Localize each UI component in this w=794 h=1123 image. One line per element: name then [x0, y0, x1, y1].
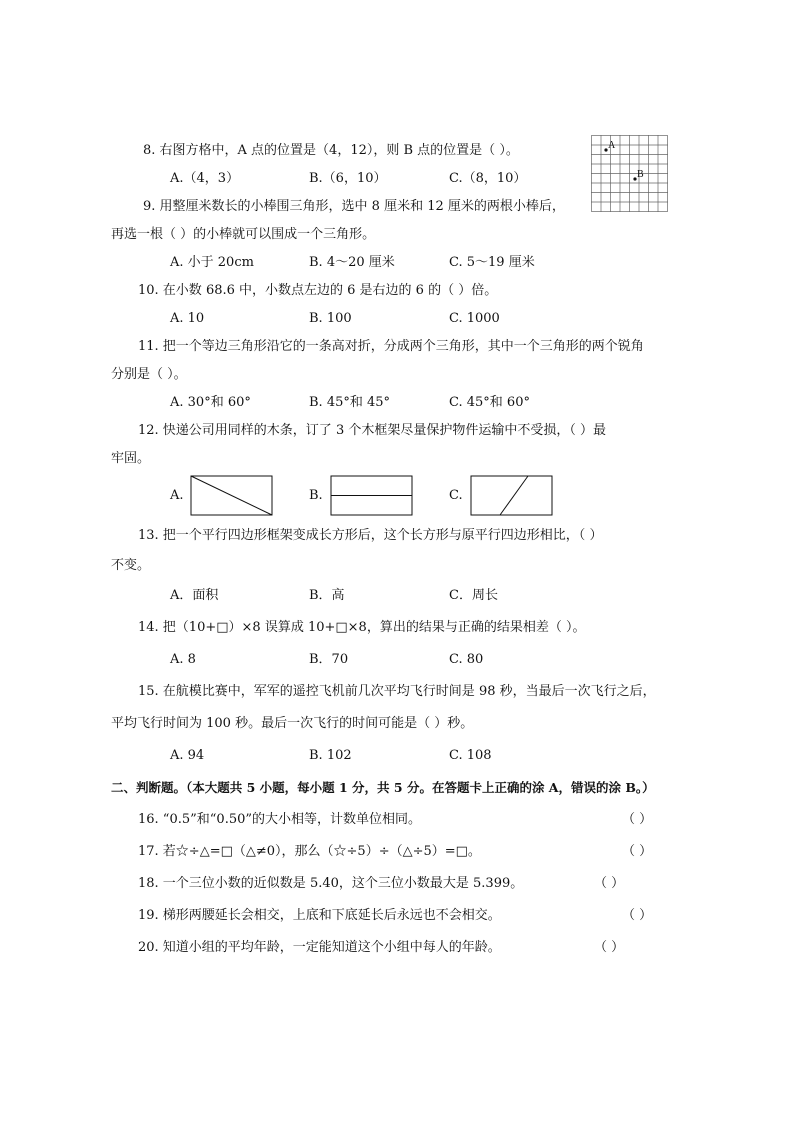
q8-option-c: C.（8，10） [449, 171, 527, 186]
q15-option-a: A. 94 [170, 748, 205, 763]
question-12-line2: 牢固。 [111, 451, 151, 466]
frame-diagonal-figure [190, 475, 274, 517]
question-14: 14. 把（10+□）×8 误算成 10+□×8，算出的结果与正确的结果相差（ ）。 [138, 620, 586, 635]
q15-option-b: B. 102 [309, 748, 352, 763]
judgment-17-answer-paren: （ ） [622, 844, 653, 859]
q10-option-a: A. 10 [170, 311, 205, 326]
question-13-line2: 不变。 [111, 558, 151, 573]
judgment-19: 19. 梯形两腰延长会相交，上底和下底延长后永远也不会相交。 [138, 908, 501, 923]
question-12-line1: 12. 快递公司用同样的木条，订了 3 个木框架尽量保护物件运输中不受损，（ ）最 [138, 423, 606, 438]
question-15-line1: 15. 在航模比赛中，军军的遥控飞机前几次平均飞行时间是 98 秒，当最后一次飞行之后， [138, 684, 656, 699]
section-2-title: 二、判断题。（本大题共 5 小题，每小题 1 分，共 5 分。在答题卡上正确的涂 A，错误的涂 B。） [111, 780, 655, 795]
q9-option-c: C. 5～19 厘米 [449, 255, 535, 270]
q8-option-a: A.（4，3） [170, 171, 240, 186]
q15-option-c: C. 108 [449, 748, 492, 763]
coordinate-grid [591, 135, 669, 217]
q9-option-b: B. 4～20 厘米 [309, 255, 395, 270]
question-13-line1: 13. 把一个平行四边形框架变成长方形后，这个长方形与原平行四边形相比，（ ） [138, 528, 603, 543]
question-9-line1: 9. 用整厘米数长的小棒围三角形，选中 8 厘米和 12 厘米的两根小棒后， [143, 199, 565, 214]
question-15-line2: 平均飞行时间为 100 秒。最后一次飞行的时间可能是（ ）秒。 [111, 716, 474, 731]
q11-option-b: B. 45°和 45° [309, 395, 391, 410]
q11-option-a: A. 30°和 60° [170, 395, 251, 410]
q13-option-c: C．周长 [449, 588, 498, 603]
question-11-line1: 11. 把一个等边三角形沿它的一条高对折，分成两个三角形，其中一个三角形的两个锐角 [138, 339, 644, 354]
judgment-19-answer-paren: （ ） [622, 908, 653, 923]
question-11-line2: 分别是（ ）。 [111, 367, 187, 382]
judgment-18: 18. 一个三位小数的近似数是 5.40，这个三位小数最大是 5.399。 [138, 876, 524, 891]
point-a-label: A [608, 140, 616, 151]
judgment-16-answer-paren: （ ） [622, 812, 653, 827]
frame-middle-bar-figure [330, 475, 414, 517]
judgment-20-answer-paren: （ ） [594, 940, 625, 955]
point-b-label: B [637, 169, 644, 180]
q11-option-c: C. 45°和 60° [449, 395, 530, 410]
judgment-18-answer-paren: （ ） [594, 876, 625, 891]
frame-slanted-bar-figure [470, 475, 554, 517]
q9-option-a: A. 小于 20cm [170, 255, 254, 270]
q10-option-b: B. 100 [309, 311, 352, 326]
q14-option-c: C. 80 [449, 652, 484, 667]
q14-option-a: A. 8 [170, 652, 196, 667]
q12-option-b: B. [309, 488, 323, 503]
question-8: 8. 右图方格中，A 点的位置是（4，12），则 B 点的位置是（ ）。 [143, 143, 519, 158]
q12-option-c: C. [449, 488, 463, 503]
q13-option-a: A．面积 [170, 588, 219, 603]
q14-option-b: B．70 [309, 652, 349, 667]
judgment-17: 17. 若☆÷△=□（△≠0），那么（☆÷5）÷（△÷5）=□。 [138, 844, 481, 859]
q13-option-b: B．高 [309, 588, 345, 603]
q8-option-b: B.（6，10） [309, 171, 387, 186]
judgment-16: 16. “0.5”和“0.50”的大小相等，计数单位相同。 [138, 812, 422, 827]
grid-svg [591, 135, 669, 213]
q12-option-a: A. [170, 488, 184, 503]
question-10: 10. 在小数 68.6 中，小数点左边的 6 是右边的 6 的（ ）倍。 [138, 283, 498, 298]
judgment-20: 20. 知道小组的平均年龄，一定能知道这个小组中每人的年龄。 [138, 940, 501, 955]
q10-option-c: C. 1000 [449, 311, 500, 326]
question-9-line2: 再选一根（ ）的小棒就可以围成一个三角形。 [111, 227, 376, 242]
